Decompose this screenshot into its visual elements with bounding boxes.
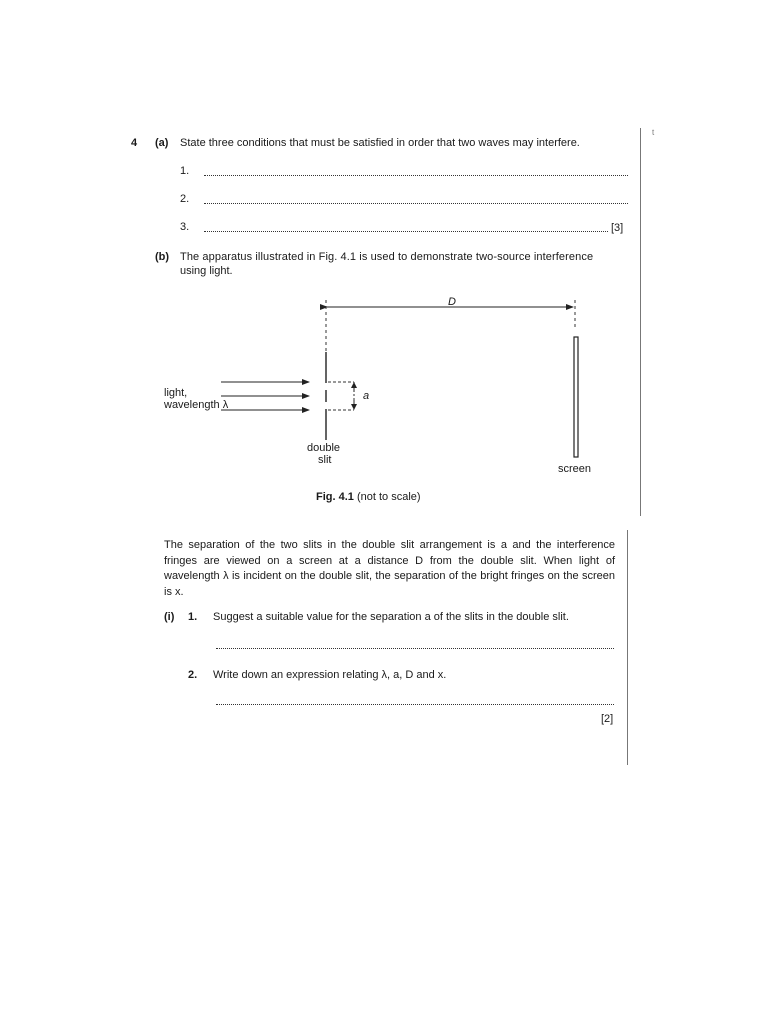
light-label-line2: wavelength λ	[164, 399, 229, 411]
double-slit-label-line2: slit	[318, 454, 332, 466]
part-b-prompt-line2: using light.	[180, 265, 233, 277]
sub-i-marks: [2]	[601, 713, 614, 725]
figure-caption-text: (not to scale)	[353, 491, 421, 503]
double-slit-label-line1: double	[307, 442, 341, 454]
slit-separation-a	[328, 382, 354, 410]
answer-line-number-2: 2.	[180, 193, 190, 205]
part-a-label: (a)	[155, 137, 169, 149]
light-label-line1: light,	[164, 387, 188, 399]
label-a: a	[363, 390, 370, 402]
sub-i-item1-number: 1.	[188, 611, 198, 623]
margin-rule-bottom	[627, 530, 628, 765]
part-b-prompt-line1: The apparatus illustrated in Fig. 4.1 is used to demonstrate two-source interference	[180, 251, 594, 263]
answer-line-expression[interactable]	[216, 704, 614, 705]
sub-i-label: (i)	[164, 611, 175, 623]
incident-light-arrows	[221, 382, 309, 410]
context-paragraph: The separation of the two slits in the double slit arrangement is a and the interference fringes are viewed on a screen at a distance D from the double slit. When light of wavelength λ is incident on the double slit, the separation of the bright fringes on the screen is x.	[164, 539, 615, 598]
answer-line-number-1: 1.	[180, 165, 190, 177]
screen-label: screen	[558, 463, 592, 475]
question-number: 4	[131, 137, 138, 149]
screen	[574, 337, 578, 457]
label-d: D	[448, 296, 456, 308]
answer-line-slit-separation[interactable]	[216, 648, 614, 649]
part-a-prompt: State three conditions that must be satisfied in order that two waves may interfere.	[180, 137, 580, 149]
figure-caption-number: Fig. 4.1	[316, 491, 354, 503]
part-a-marks: [3]	[611, 222, 624, 234]
figure-caption	[316, 490, 421, 504]
sub-i-item1-text: Suggest a suitable value for the separation a of the slits in the double slit.	[213, 611, 569, 623]
sub-i-item2-text: Write down an expression relating λ, a, D and x.	[213, 669, 447, 681]
part-b-label: (b)	[155, 251, 170, 263]
answer-line-number-3: 3.	[180, 221, 190, 233]
margin-mark: t	[652, 128, 655, 137]
sub-i-item2-number: 2.	[188, 669, 198, 681]
